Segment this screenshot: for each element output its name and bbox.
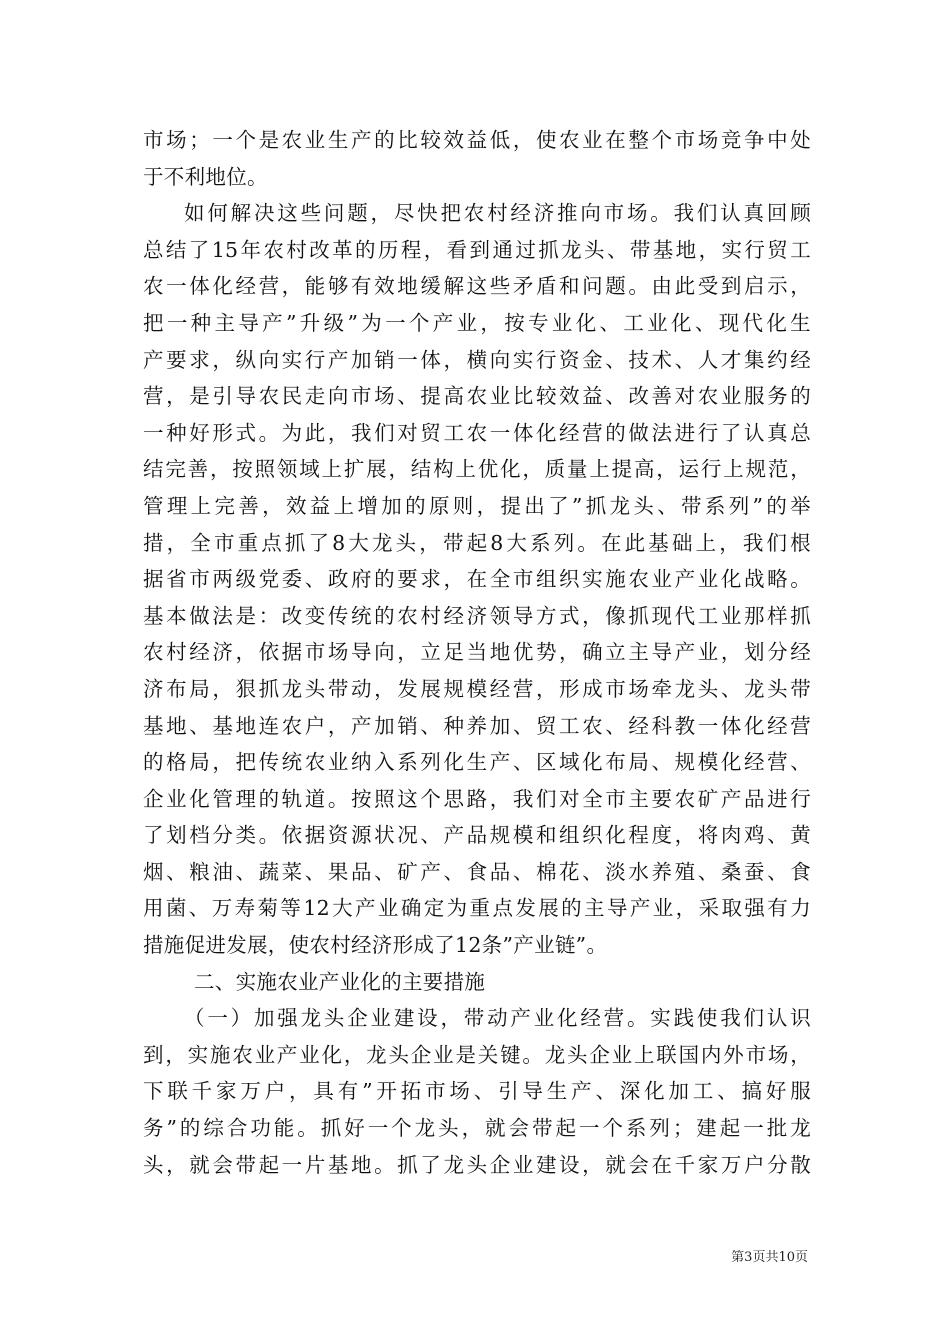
- text-line: 的格局，把传统农业纳入系列化生产、区域化布局、规模化经营、: [143, 750, 811, 775]
- text-line: 农一体化经营，能够有效地缓解这些矛盾和问题。由此受到启示，: [143, 274, 811, 299]
- text-line: 下联千家万户，具有”开拓市场、引导生产、深化加工、搞好服: [143, 1079, 811, 1104]
- section-heading: 二、实施农业产业化的主要措施: [194, 969, 486, 994]
- text-line: 头，就会带起一片基地。抓了龙头企业建设，就会在千家万户分散: [143, 1152, 811, 1177]
- text-line: 烟、粮油、蔬菜、果品、矿产、食品、棉花、淡水养殖、桑蚕、食: [143, 859, 811, 884]
- text-line: 务”的综合功能。抓好一个龙头，就会带起一个系列；建起一批龙: [143, 1116, 811, 1141]
- text-line: 基地、基地连农户，产加销、种养加、贸工农、经科教一体化经营: [143, 713, 811, 738]
- text-line: 济布局，狠抓龙头带动，发展规模经营，形成市场牵龙头、龙头带: [143, 676, 811, 701]
- text-line: 企业化管理的轨道。按照这个思路，我们对全市主要农矿产品进行: [143, 786, 811, 811]
- text-line: 用菌、万寿菊等12大产业确定为重点发展的主导产业，采取强有力: [143, 896, 811, 921]
- text-line: 到，实施农业产业化，龙头企业是关键。龙头企业上联国内外市场，: [143, 1042, 811, 1067]
- text-line: 一种好形式。为此，我们对贸工农一体化经营的做法进行了认真总: [143, 420, 811, 445]
- text-line: 总结了15年农村改革的历程，看到通过抓龙头、带基地，实行贸工: [143, 237, 811, 262]
- text-line: 营，是引导农民走向市场、提高农业比较效益、改善对农业服务的: [143, 384, 811, 409]
- text-line: 农村经济，依据市场导向，立足当地优势，确立主导产业，划分经: [143, 640, 811, 665]
- text-line: 把一种主导产”升级”为一个产业，按专业化、工业化、现代化生: [143, 310, 811, 335]
- text-line: 于不利地位。: [143, 164, 268, 189]
- text-line: 措施促进发展，使农村经济形成了12条”产业链”。: [143, 933, 608, 958]
- text-line: 基本做法是：改变传统的农村经济领导方式，像抓现代工业那样抓: [143, 603, 811, 628]
- text-line: 了划档分类。依据资源状况、产品规模和组织化程度，将肉鸡、黄: [143, 823, 811, 848]
- body-text: [143, 122, 811, 1183]
- page-number: 第3页共10页: [731, 1250, 808, 1265]
- text-line: 措，全市重点抓了8大龙头，带起8大系列。在此基础上，我们根: [143, 530, 811, 555]
- text-line: 产要求，纵向实行产加销一体，横向实行资金、技术、人才集约经: [143, 347, 811, 372]
- text-line: 市场；一个是农业生产的比较效益低，使农业在整个市场竞争中处: [143, 128, 811, 152]
- text-line: 结完善，按照领域上扩展，结构上优化，质量上提高，运行上规范，: [143, 457, 811, 482]
- text-line: （一）加强龙头企业建设，带动产业化经营。实践使我们认识: [184, 1006, 811, 1031]
- text-line: 管理上完善，效益上增加的原则，提出了”抓龙头、带系列”的举: [143, 493, 811, 518]
- text-line: 如何解决这些问题，尽快把农村经济推向市场。我们认真回顾: [184, 201, 811, 226]
- text-line: 据省市两级党委、政府的要求，在全市组织实施农业产业化战略。: [143, 567, 811, 592]
